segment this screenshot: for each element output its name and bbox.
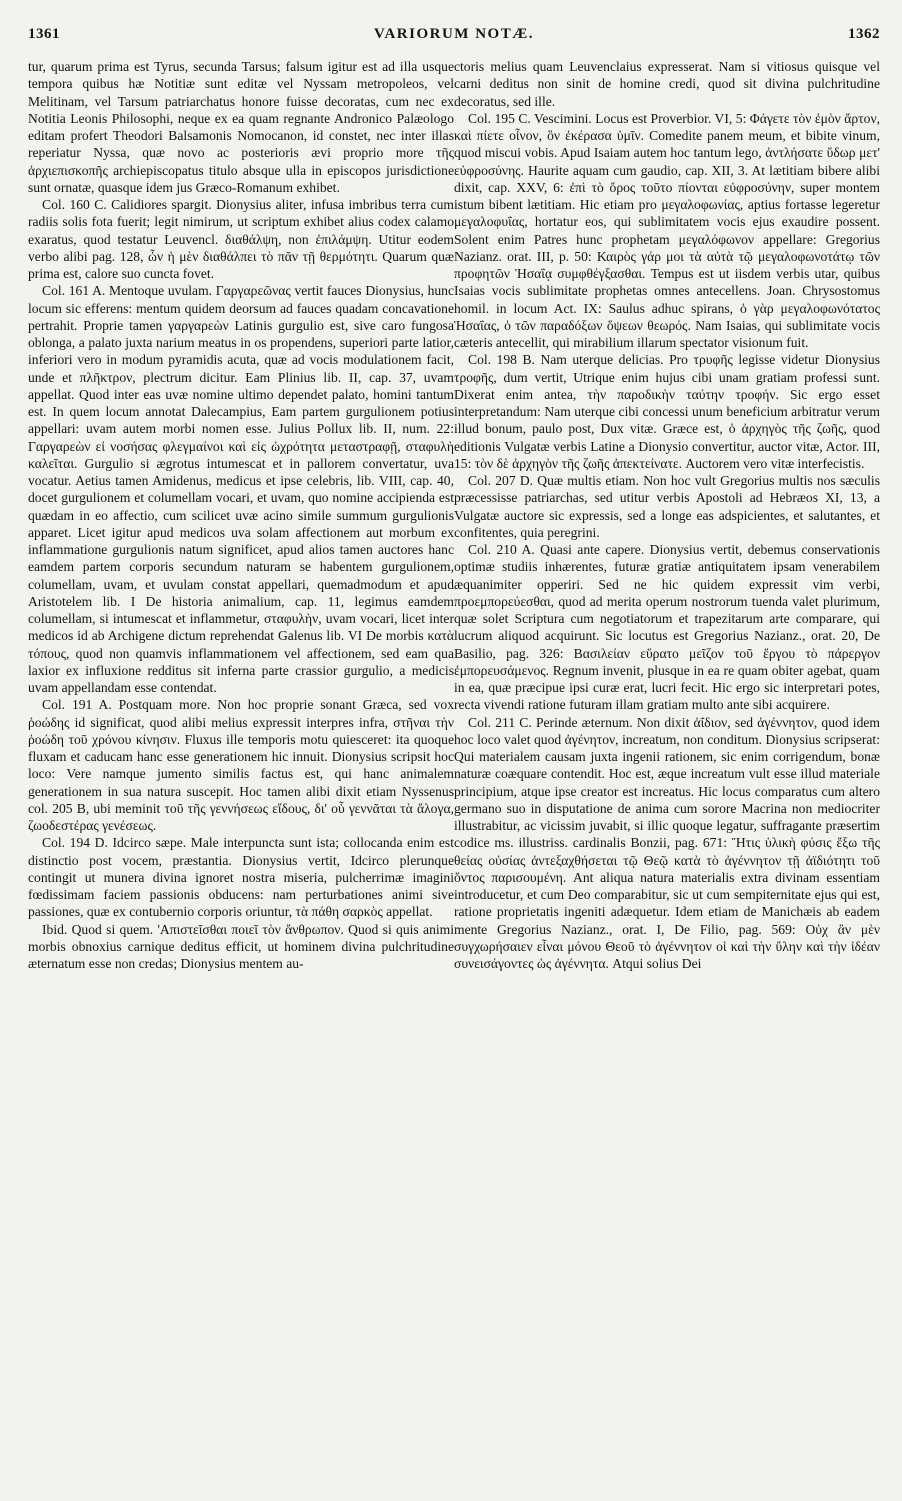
paragraph: Col. 211 C. Perinde æternum. Non dixit ἀΐδιον, sed ἀγέννητον, quod idem hoc loco valet quod ἀγένητον, increatum, non conditum. Dionysius scripserat: Qui materialem causam juxta ingenii rationem, sic enim corrigendum, bonæ naturæ coæquare contendit. Hoc est, æque increatum vult esse illud materiale principium, atque ipse creator est increatus. Hic locus comparatus cum altero germano suo in disputatione de anima cum sorore Macrina non mediocriter illustrabitur, ac vicissim juvabit, si illic quoque legatur, suffragante præsertim codice ms. illustriss. cardinalis Bonzii, pag. 671: Ἥτις ὑλικὴ φύσις ἔξω τῆς θείας οὐσίας ἀντεξαχθήσεται τῷ Θεῷ κατὰ τὸ ἀγέννητον τῇ ἀϊδιότητι τοῦ ὄντος παρισουμένη. Ant aliqua natura materialis extra divinam essentiam introducetur, et cum Deo comparabitur, sic ut cum sempiternitate ejus qui est, ratione proprietatis ingeniti adæquetur. Idem etiam de Manichæis ab eadem mente Gregorius Nazianz., orat. I, De Filio, pag. 569: Οὐχ ἂν μὲν συγχωρήσαιεν εἶναι μόνου Θεοῦ τὸ ἀγέννητον οἱ καὶ τὴν ὕλην καὶ τὴν ἰδέαν συνεισάγοντες ὡς ἀγέννητα. Atqui solius Dei [454, 714, 880, 971]
left-column [28, 58, 454, 1491]
page-number-right: 1362 [848, 26, 880, 42]
paragraph: Col. 194 D. Idcirco sæpe. Male interpuncta sunt ista; collocanda enim est distinctio post vocem, præstantia. Dionysius vertit, Idcirco plerunque contingit ut munera divina ignoret nostra miseria, pulcherrimæ imagini fœdissimam faciem passionis obducens: nam perturbationes animi sive passiones, quæ ex contubernio corporis oriuntur, τὰ πάθη σαρκὸς appellat. [28, 835, 454, 920]
paragraph: Col. 195 C. Vescimini. Locus est Proverbior. VI, 5: Φάγετε τὸν ἐμὸν ἄρτον, καὶ πίετε οἶνον, ὃν ἐκέρασα ὑμῖν. Comedite panem meum, et bibite vinum, quod miscui vobis. Apud Isaiam autem hoc tantum lego, ἀντλήσατε ὕδωρ μετ' εὐφροσύνης. Haurite aquam cum gaudio, cap. XII, 3. At lætitiam bibere alibi dixit, cap. XXV, 6: ἐπὶ τὸ ὄρος τοῦτο πίονται εὐφροσύνην, super montem istum bibent lætitiam. Hic etiam pro μεγαλοφωνίας, aptius fortasse legeretur μεγαλοφυΐας, hortatur eos, qui sublimitatem vocis ejus exaudire possent. Solent enim Patres hunc prophetam μεγαλόφωνον appellare: Gregorius Nazianz. orat. III, p. 50: Καιρὸς γάρ μοι τὰ αὐτὰ τῷ μεγαλοφωνοτάτῳ τῶν προφητῶν Ἡσαΐᾳ συμφθέγξασθαι. Tempus est ut iisdem verbis utar, quibus Isaias vocis sublimitate prophetas omnes antecellens. Joan. Chrysostomus homil. in locum Act. IX: Saulus adhuc spirans, ὁ γὰρ μεγαλοφωνότατος Ἡσαΐας, ὁ τῶν παραδόξων ὄψεων θεωρός. Nam Isaias, qui sublimitate vocis cæteris antecellit, qui mirabilium illarum spectator visionum fuit. [454, 110, 880, 350]
text-columns [28, 58, 880, 1491]
paragraph: tur, quarum prima est Tyrus, secunda Tarsus; falsum igitur est ad illa usque tempora quibus hæ Notitiæ sunt editæ vel Nyssam metropoleos, vel Melitinam, vel Tarsum patriarchatus honore fuisse decoratas, cum nec ex Notitia Leonis Philosophi, neque ex ea quam regnante Andronico Palæologo editam profert Theodori Balsamonis Nomocanon, id constet, nec inter illas reperiatur Nyssa, quæ novo ac posterioris ævi proprio more τῆς ἀρχιεπισκοπῆς archiepiscopatus titulo absque ulla in episcopos jurisdictione sunt ornatæ, quasque idem jus Græco-Romanum exhibet. [28, 59, 454, 195]
paragraph: Col. 210 A. Quasi ante capere. Dionysius vertit, debemus conservationis optimæ studiis inhærentes, futuræ gratiæ antiquitatem ipsam venerabilem æquanimiter opperiri. Sed ne hic quidem expressit vim verbi, προεμπορεύεσθαι, quod ad merita operum nostrorum tuenda valet plurimum, quæ solet Scriptura cum negotiatorum et trapezitarum arte comparare, qui lucrum aliquod acquirunt. Sic locutus est Gregorius Nazianz., orat. 20, De Basilio, pag. 326: Βασιλείαν εὕρατο μεῖζον τοῦ ἔργου τὸ πάρεργον ἐμπορευσάμενος. Regnum invenit, plusque in ea re quam obiter agebat, quam in ea, quæ præcipue ipsi curæ erat, lucri fecit. Hic ergo sic interpretari potes, recta vivendi ratione futuram illam gratiam multo ante sibi acquirere. [454, 542, 880, 713]
paragraph: Col. 160 C. Calidiores spargit. Dionysius aliter, infusa imbribus terra cum radiis solis fota fuerit; legit nimirum, ut scriptum exhibet alius codex calamo exaratus, quod testatur Leuvencl. διαθάλψη, non ἐπιλάμψη. Utitur eodem verbo alibi pag. 128, ὧν ἡ μὲν διαθάλπει τὸ πᾶν τῇ θερμότητι. Quarum quæ prima est, calore suo cuncta fovet. [28, 197, 454, 281]
paragraph: Col. 161 A. Mentoque uvulam. Γαργαρεῶνας vertit fauces Dionysius, hunc locum sic efferens: mentum quidem deorsum ad fauces quadam concavatione pertrahit. Proprie tamen γαργαρεὼν Latinis gurgulio est, sive caro fungosa oblonga, a palato juxta narium meatus in os propendens, superiori parte latior, inferiori vero in modum pyramidis acuta, quæ ad vocis modulationem facit, unde et πλῆκτρον, plectrum dicitur. Eam Plinius lib. II, cap. 37, uvam appellat. Quod inter eas uvæ nomine ultimo dependet palato, homini tantum est. In quem locum annotat Dalecampius, Eam partem gurgulionem potius appellari: uvam autem morbi nomen esse. Julius Pollux lib. II, num. 22: Γαργαρεὼν εἰ νοσήσας φλεγμαίνοι καὶ εἰς ὠχρότητα μεταστραφῇ, σταφυλὴ καλεῖται. Gurgulio si ægrotus intumescat et in pallorem convertatur, uva vocatur. Aetius tamen Amidenus, medicus et ipse celebris, lib. VIII, cap. 40, docet gurgulionem et columellam vocari, et uvam, quo nomine accipienda est quædam in eo affectio, cum scilicet uvæ acino simile summum gurgulionis apparet. Licet igitur apud medicos uva solam affectionem aut morbum ex inflammatione gurgulionis natum significet, apud alios tamen auctores hanc eamdem partem corporis secundum naturam se habentem gurgulionem, columellam, uvam, et uvulam constat appellari, quemadmodum et apud Aristotelem lib. I De historia animalium, cap. 11, legimus eamdem columellam, si intumescat et inflammetur, σταφυλὴν, uvam vocari, licet inter medicos id ab Archigene dictum reprehendat Galenus lib. VI De morbis κατὰ τόπους, quod non quamvis inflammationem vel affectionem, sed eam qua laxior ex influxione redditus sit inferna parte crassior gurgulio, a medicis uvam appellandam esse contendat. [28, 283, 454, 695]
page-header [28, 26, 880, 50]
paragraph: Ibid. Quod si quem. 'Απιστεῖσθαι ποιεῖ τὸν ἄνθρωπον. Quod si quis animi morbis obnoxius carnique deditus efficit, ut hominem divina pulchritudine æternatum esse non credas; Dionysius mentem au- [28, 921, 454, 971]
page-number-left: 1361 [28, 26, 60, 42]
paragraph: Col. 207 D. Quæ multis etiam. Non hoc vult Gregorius multis nos sæculis præcessisse patriarchas, sed utitur verbis Apostoli ad Hebræos XI, 13, a Vulgatæ auctore sic expressis, sed a longe eas adspicientes, et salutantes, et confitentes, quia peregrini. [454, 473, 880, 540]
paragraph: ctoris melius quam Leuvenclaius expresserat. Nam si vitiosus quisque vel carni deditus non sinit de homine credi, quod sit divina pulchritudine decoratus, sed ille. [454, 59, 880, 109]
running-title: VARIORUM NOTÆ. [374, 26, 534, 42]
right-column [454, 58, 880, 1491]
paragraph: Col. 191 A. Postquam more. Non hoc proprie sonant Græca, sed vox ῥοώδης id significat, quod alibi melius expressit interpres infra, στῆναι τὴν ῥοώδη τοῦ χρόνου κίνησιν. Fluxus ille temporis motu quiesceret: ita quoque fluxam et caducam hanc esse generationem hic innuit. Dionysius scripsit hoc loco: Vere namque jumento similis factus est, qui hanc animalem generationem in sua natura suscepit. Hoc tamen alibi dixit etiam Nyssenus col. 205 B, ubi meminit τοῦ τῆς γεννήσεως εἴδους, δι' οὗ γεννᾶται τὰ ἄλογα, ζωοδεστέρας γενέσεως. [28, 697, 454, 833]
paragraph: Col. 198 B. Nam uterque delicias. Pro τρυφῆς legisse videtur Dionysius τροφῆς, dum vertit, Utrique enim hujus cibi unam gratiam professi sunt. Dixerat enim antea, τὴν παροδικὴν ταύτην τροφήν. Sic ergo esset interpretandum: Nam uterque cibi concessi unum beneficium arbitratur verum illud bonum, paulo post, Dux vitæ. Græce est, ὁ ἀρχηγὸς τῆς ζωῆς, quod editionis Vulgatæ verbis Latine a Dionysio convertitur, auctor vitæ, Actor. III, 15: τὸν δὲ ἀρχηγὸν τῆς ζωῆς ἀπεκτείνατε. Auctorem vero vitæ interfecistis. [454, 352, 880, 471]
